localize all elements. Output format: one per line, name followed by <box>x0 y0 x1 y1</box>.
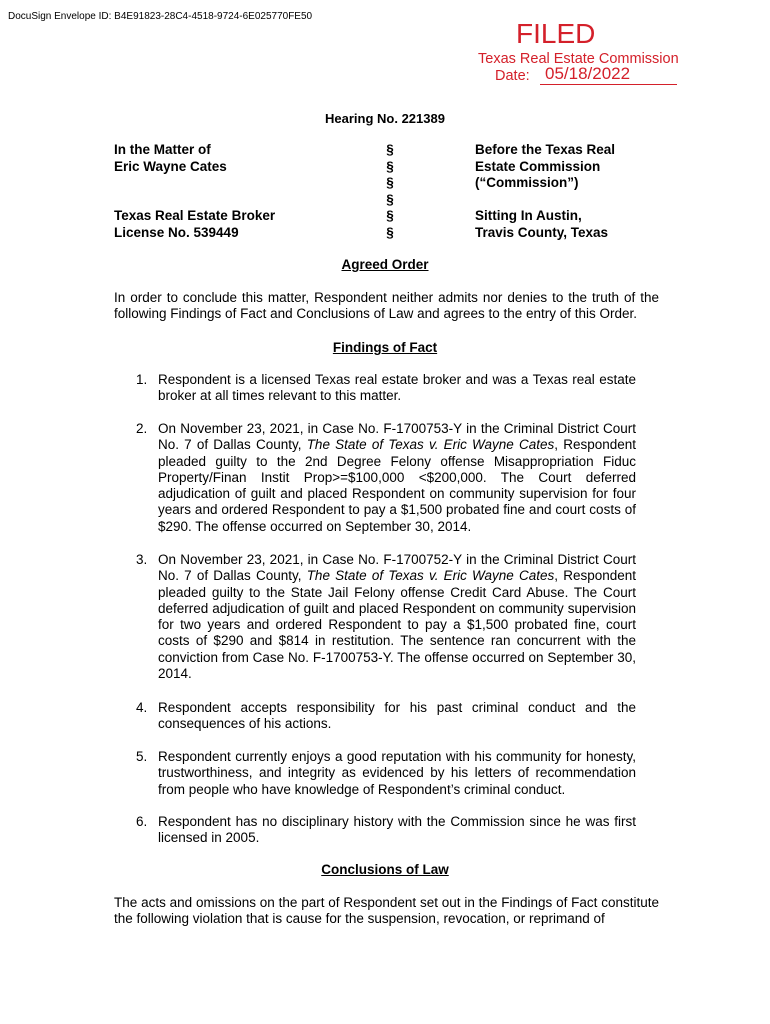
section-symbol: § <box>386 224 394 240</box>
caption-left-line <box>114 192 275 209</box>
caption-right-line: Estate Commission <box>475 158 601 174</box>
finding-text-post: , Respondent pleaded guilty to the State Jail Felony offense Credit Card Abuse. The Court deferred adjudication of guilt and placed Respondent on community supervision for two years and ordered Respondent to pay a $1,500 probated fine, court costs of $290 and $814 in restitution. The sentence ran concurrent with the conviction from Case No. F-1700753-Y. The offense occurred on September 30, 2014. <box>158 568 636 682</box>
finding-text: Respondent has no disciplinary history with the Commission since he was first licensed in 2005. <box>158 814 636 846</box>
section-symbol: § <box>386 208 394 223</box>
finding-item <box>136 372 636 405</box>
caption-right-line: Before the Texas Real <box>475 142 616 157</box>
conclusions-intro: The acts and omissions on the part of Respondent set out in the Findings of Fact constitute the following violation that is cause for the suspension, revocation, or reprimand of <box>114 895 659 927</box>
case-name: The State of Texas v. Eric Wayne Cates <box>306 568 555 584</box>
finding-text-pre: On November 23, 2021, in Case No. F-1700753-Y in the Criminal District Court No. 7 of Dallas County, <box>158 421 636 453</box>
section-symbol: § <box>386 158 394 174</box>
finding-text: Respondent currently enjoys a good reputation with his community for honesty, trustworthiness, and integrity as evidenced by his letters of recommendation from people who have knowledge of Respondent’s criminal conduct. <box>158 749 636 797</box>
caption-left <box>114 142 275 241</box>
finding-text-pre: On November 23, 2021, in Case No. F-1700752-Y in the Criminal District Court No. 7 of Dallas County, <box>158 552 636 584</box>
finding-text <box>158 552 636 682</box>
finding-item <box>136 700 636 733</box>
docusign-envelope-id: DocuSign Envelope ID: B4E91823-28C4-4518-9724-6E025770FE50 <box>8 11 313 22</box>
caption-left-line: Texas Real Estate Broker <box>114 208 276 223</box>
caption-section-symbols <box>384 142 396 241</box>
finding-text <box>158 421 636 535</box>
caption-left-line: In the Matter of <box>114 142 211 157</box>
caption-right-line <box>475 192 615 209</box>
agreed-order-title: Agreed Order <box>341 257 429 272</box>
finding-item <box>136 749 636 798</box>
conclusions-title: Conclusions of Law <box>321 862 449 877</box>
finding-text: Respondent accepts responsibility for his past criminal conduct and the consequences of his actions. <box>158 700 636 732</box>
finding-number: 5. <box>136 749 148 764</box>
finding-item <box>136 421 636 535</box>
stamp-date-label: Date: <box>495 68 530 84</box>
caption-right-line: Travis County, Texas <box>475 224 609 240</box>
intro-paragraph: In order to conclude this matter, Respondent neither admits nor denies to the truth of the following Findings of Fact and Conclusions of Law and agrees to the entry of this Order. <box>114 290 659 322</box>
caption-left-line <box>114 175 275 192</box>
finding-number: 3. <box>136 552 148 567</box>
finding-item <box>136 814 636 847</box>
section-symbol: § <box>386 175 394 190</box>
stamp-date-value: 05/18/2022 <box>540 64 677 85</box>
finding-number: 2. <box>136 421 148 436</box>
caption-right <box>475 142 615 241</box>
caption-right-line: Sitting In Austin, <box>475 208 582 223</box>
case-name: The State of Texas v. Eric Wayne Cates <box>306 437 555 453</box>
caption-left-line: License No. 539449 <box>114 224 239 240</box>
caption-left-line: Eric Wayne Cates <box>114 158 227 174</box>
stamp-commission: Texas Real Estate Commission <box>478 51 679 67</box>
filed-label: FILED <box>516 18 596 49</box>
section-symbol: § <box>386 191 394 207</box>
finding-number: 4. <box>136 700 148 715</box>
finding-number: 1. <box>136 372 148 387</box>
hearing-number: Hearing No. 221389 <box>325 111 445 126</box>
finding-number: 6. <box>136 814 148 829</box>
finding-text-post: , Respondent pleaded guilty to the 2nd Degree Felony offense Misappropriation Fiduc Property/Finan Instit Prop>=$100,000 <$200,000. The Court deferred adjudication of guilt and placed Respondent on community supervision for four years and ordered Respondent to pay a $1,500 probated fine and court costs of $290. The offense occurred on September 30, 2014. <box>158 437 636 534</box>
finding-item <box>136 552 636 682</box>
section-symbol: § <box>386 142 394 157</box>
caption-right-line: (“Commission”) <box>475 175 579 190</box>
finding-text: Respondent is a licensed Texas real estate broker and was a Texas real estate broker at all times relevant to this matter. <box>158 372 636 404</box>
findings-title: Findings of Fact <box>332 340 438 355</box>
